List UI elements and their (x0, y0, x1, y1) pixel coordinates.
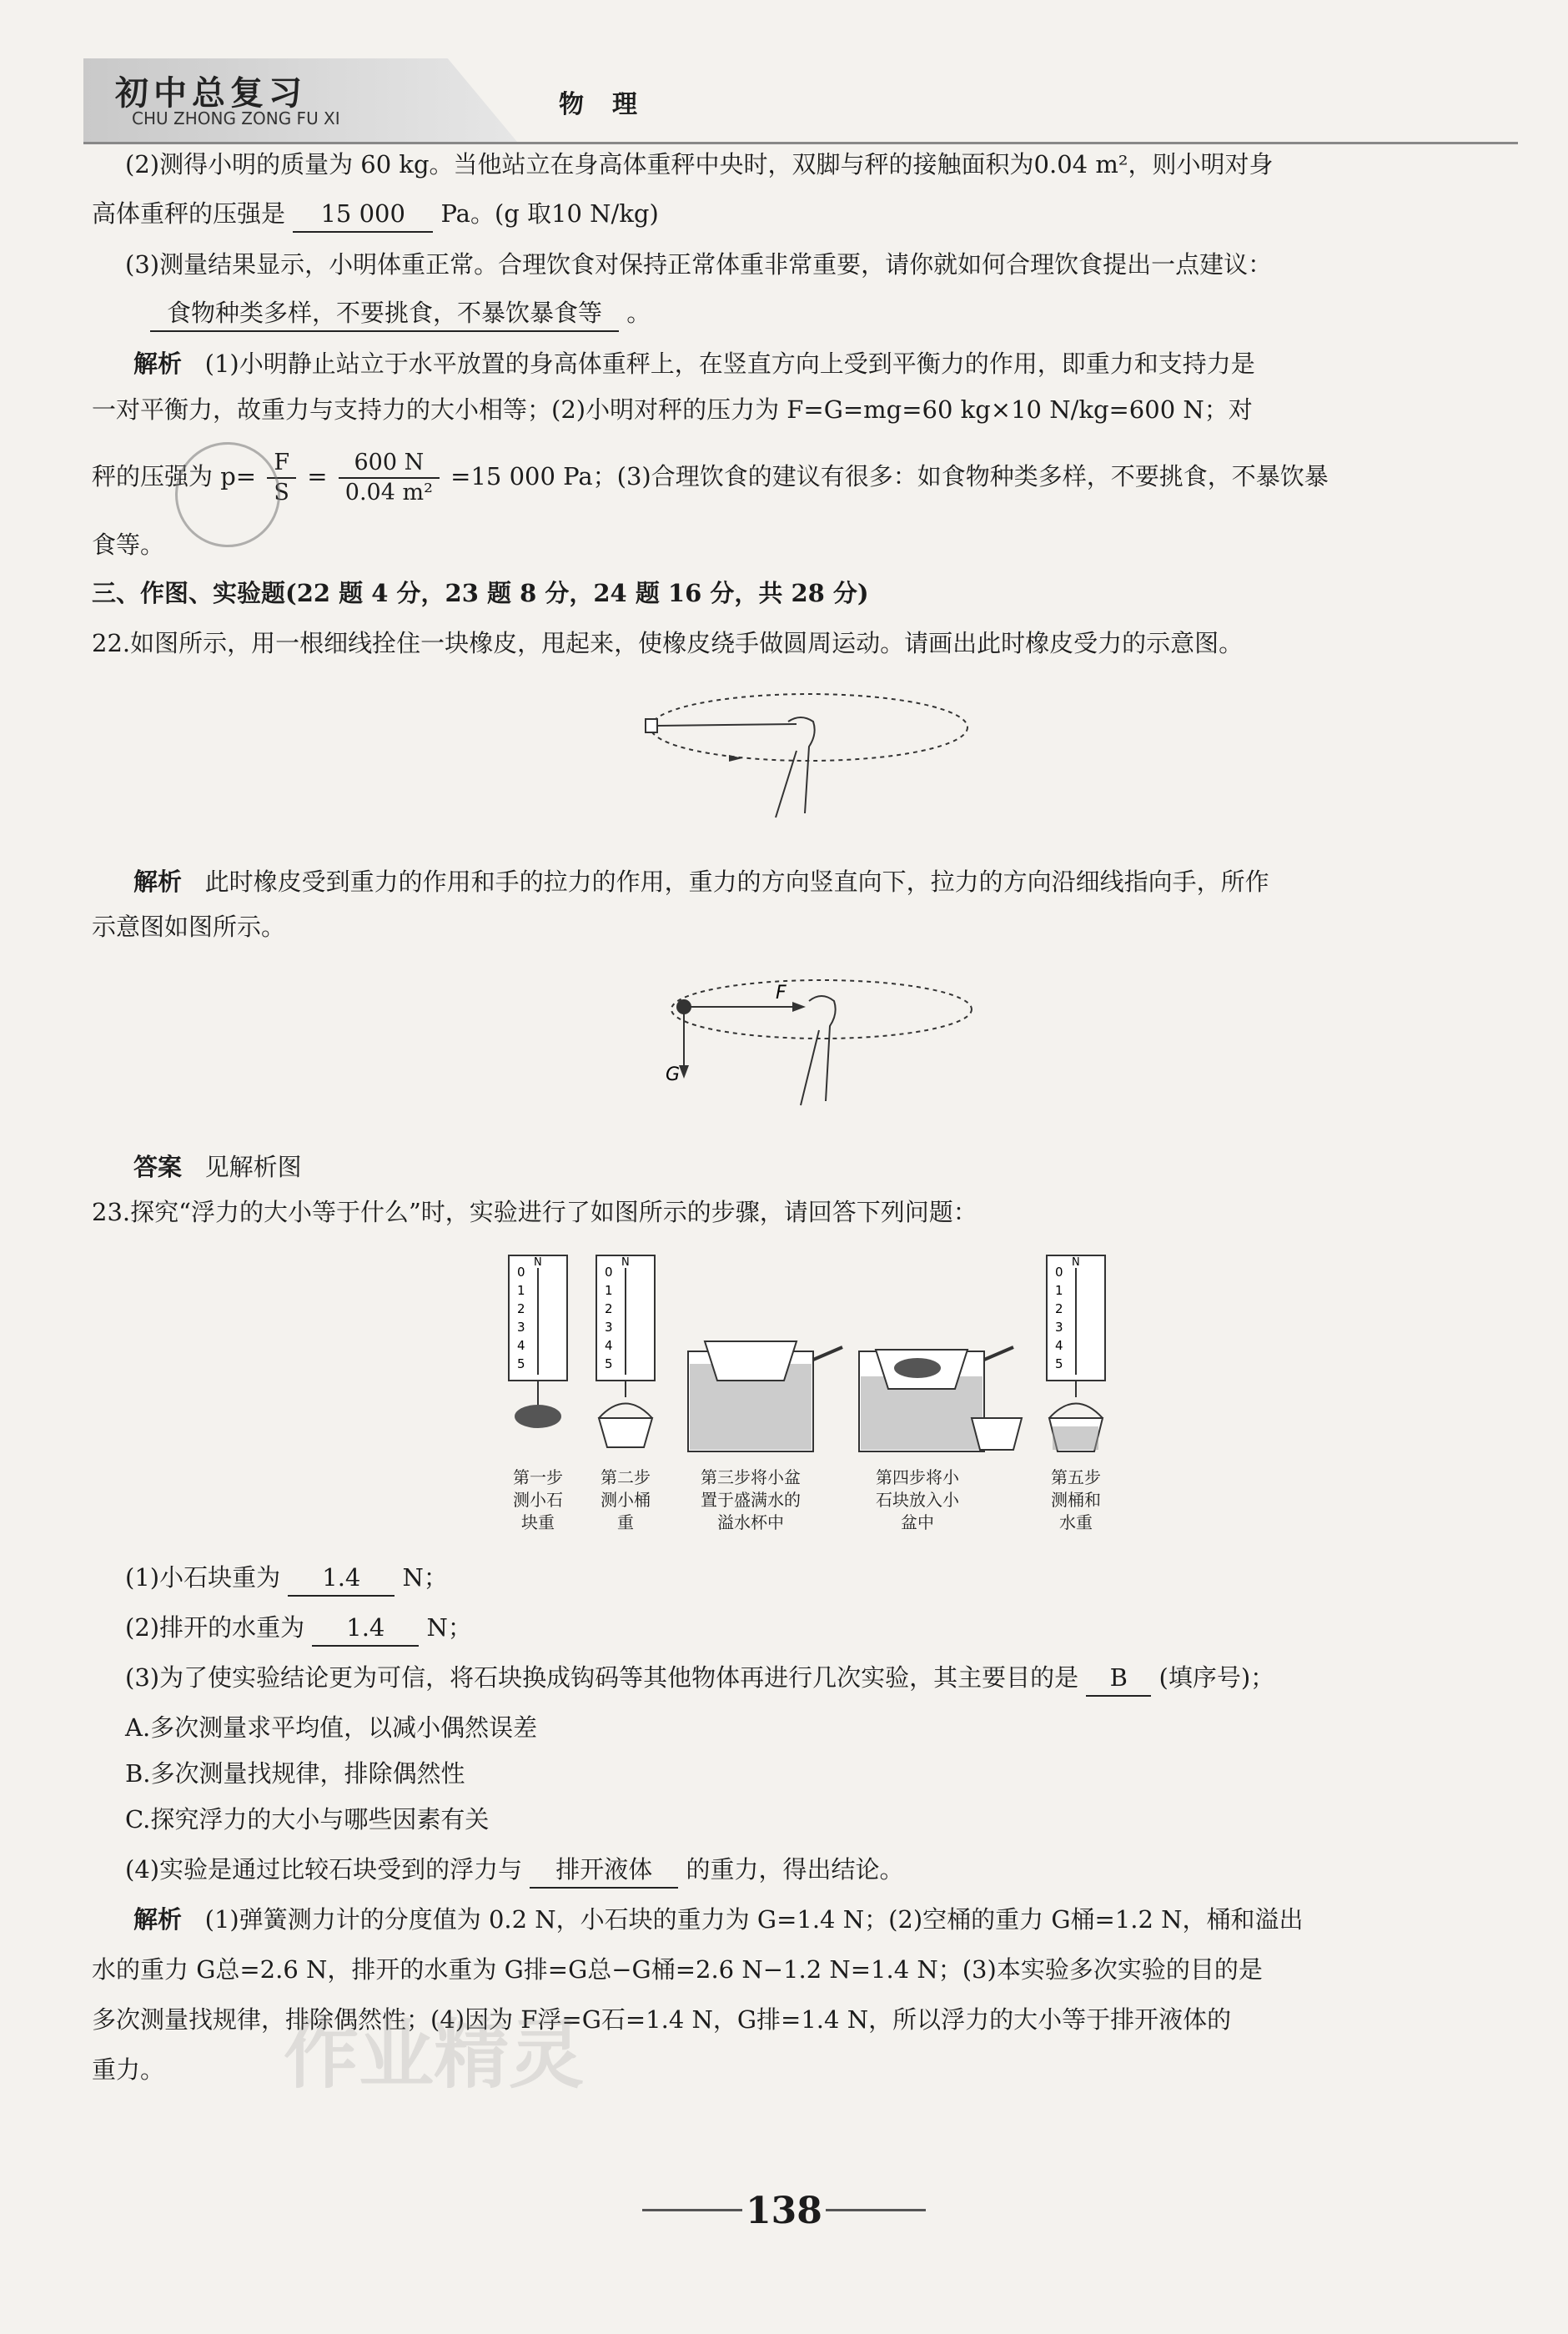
q23-question: 23.探究“浮力的大小等于什么”时，实验进行了如图所示的步骤，请回答下列问题： (92, 1198, 977, 1226)
tension-arrowhead-icon (792, 1002, 806, 1012)
header-subtitle: CHU ZHONG ZONG FU XI (132, 108, 340, 128)
step-3-caption (684, 1466, 817, 1534)
caption-line: 第五步 (1051, 1467, 1101, 1487)
gravity-arrowhead-icon (679, 1065, 689, 1079)
q22-explanation-label: 解析 (133, 868, 183, 896)
q21-part2-text: 高体重秤的压强是 (92, 199, 286, 228)
force-diagram-figure (659, 972, 976, 1114)
spring-scale-5 (1047, 1255, 1105, 1451)
caption-line: 溢水杯中 (717, 1512, 784, 1532)
q21-explanation-line2: 一对平衡力，故重力与支持力的大小相等；(2)小明对秤的压力为 F=G=mg=60 kg×10 N/kg=600 N；对 (92, 395, 1253, 424)
q23-part2-answer: 1.4 (312, 1610, 419, 1647)
step-5-caption (1038, 1466, 1113, 1534)
stone-icon (515, 1405, 561, 1428)
fraction-denominator: S (274, 480, 289, 506)
scale-tick-0: 0 (1055, 1265, 1063, 1280)
scale-tick-1: 1 (517, 1283, 525, 1298)
q21-part2-unit: Pa。(g 取10 N/kg) (440, 199, 659, 228)
q21-part2-line2 (92, 196, 659, 233)
scale-unit: N (1072, 1256, 1080, 1269)
q23-explanation-label: 解析 (133, 1905, 183, 1934)
scale-tick-2: 2 (517, 1301, 525, 1316)
caption-line: 置于盛满水的 (701, 1490, 801, 1510)
q23-part2-text: (2)排开的水重为 (125, 1613, 305, 1642)
q21-explanation-line1 (133, 346, 1255, 381)
q23-part4-answer: 排开液体 (530, 1852, 678, 1889)
scale-tick-3: 3 (605, 1320, 613, 1335)
q23-part4 (125, 1852, 904, 1889)
q22-answer-line (133, 1149, 302, 1185)
step-1-caption (500, 1466, 575, 1534)
bucket-icon (972, 1418, 1022, 1450)
step-2-caption (588, 1466, 663, 1534)
force-label-F: F (776, 983, 787, 1004)
caption-line: 第四步将小 (876, 1467, 959, 1487)
caption-line: 水重 (1059, 1512, 1093, 1532)
rotating-eraser-figure (642, 676, 976, 826)
force-label-G: G (666, 1064, 681, 1085)
circular-path (671, 980, 972, 1039)
fraction-numerator: F (267, 449, 296, 479)
q21-part3-line1: (3)测量结果显示，小明体重正常。合理饮食对保持正常体重非常重要，请你就如何合理饮食提出一点建议： (125, 250, 1273, 279)
q23-part1-answer: 1.4 (288, 1560, 395, 1597)
caption-line: 测小石 (513, 1490, 563, 1510)
fraction-600-over-area (339, 449, 440, 507)
caption-line: 石块放入小 (876, 1490, 959, 1510)
section-3-heading: 三、作图、实验题(22 题 4 分，23 题 8 分，24 题 16 分，共 28 分) (92, 579, 869, 607)
caption-line: 测桶和 (1051, 1490, 1101, 1510)
q21-explanation-text1: (1)小明静止站立于水平放置的身高体重秤上，在竖直方向上受到平衡力的作用，即重力和支持力是 (204, 350, 1255, 378)
q23-part3-suffix: (填序号)； (1158, 1663, 1275, 1692)
scale-unit: N (534, 1256, 542, 1269)
water-fill (1053, 1426, 1098, 1450)
header-rule (83, 142, 1518, 144)
q23-part1 (125, 1560, 448, 1597)
q23-part2-unit: N； (426, 1613, 472, 1642)
header-subject: 物理 (559, 90, 666, 119)
q23-option-c: C.探究浮力的大小与哪些因素有关 (125, 1805, 490, 1833)
bucket-handle (1049, 1404, 1103, 1419)
q23-explanation-line1 (133, 1902, 1304, 1937)
basin-icon (705, 1341, 797, 1381)
scale-tick-4: 4 (517, 1338, 525, 1353)
q22-explanation-line1 (133, 864, 1269, 899)
eraser-icon (646, 719, 657, 732)
hand-icon (801, 996, 836, 1105)
q23-explanation-text1: (1)弹簧测力计的分度值为 0.2 N，小石块的重力为 G=1.4 N；(2)空桶的重力 G桶=1.2 N，桶和溢出 (204, 1905, 1304, 1934)
scale-tick-2: 2 (605, 1301, 613, 1316)
q23-option-b: B.多次测量找规律，排除偶然性 (125, 1759, 465, 1788)
caption-line: 测小桶 (601, 1490, 651, 1510)
watermark: 作业精灵 (284, 2010, 584, 2099)
equals-sign: = (307, 462, 328, 490)
scale-tick-4: 4 (1055, 1338, 1063, 1353)
q23-part2 (125, 1610, 472, 1647)
buoyancy-experiment-figure (500, 1251, 1134, 1476)
scale-tick-2: 2 (1055, 1301, 1063, 1316)
caption-line: 块重 (521, 1512, 555, 1532)
scale-tick-5: 5 (1055, 1356, 1063, 1371)
q21-part2-answer: 15 000 (293, 196, 433, 233)
q23-explanation-line2: 水的重力 G总=2.6 N，排开的水重为 G排=G总−G桶=2.6 N−1.2 N=1.4 N；(3)本实验多次实验的目的是 (92, 1955, 1263, 1984)
q23-part3-answer: B (1086, 1660, 1151, 1697)
overflow-cup-step4 (859, 1347, 1022, 1451)
q23-explanation-line4: 重力。 (92, 2055, 165, 2084)
string-line (657, 724, 797, 726)
q22-explanation-line2: 示意图如图所示。 (92, 913, 286, 941)
caption-line: 第二步 (601, 1467, 651, 1487)
scale-tick-1: 1 (605, 1283, 613, 1298)
bucket-icon (599, 1418, 652, 1447)
scale-tick-3: 3 (1055, 1320, 1063, 1335)
q23-part4-text: (4)实验是通过比较石块受到的浮力与 (125, 1855, 523, 1884)
scale-unit: N (621, 1256, 630, 1269)
q22-question: 22.如图所示，用一根细线拴住一块橡皮，甩起来，使橡皮绕手做圆周运动。请画出此时橡皮受力的示意图。 (92, 629, 1244, 657)
scale-tick-5: 5 (517, 1356, 525, 1371)
step-4-caption (855, 1466, 980, 1534)
spring-scale-1 (509, 1255, 567, 1428)
q21-explanation-line4: 食等。 (92, 531, 165, 559)
q23-part1-unit: N； (402, 1563, 448, 1592)
q23-part1-text: (1)小石块重为 (125, 1563, 281, 1592)
bucket-handle (599, 1404, 652, 1419)
fraction-numerator: 600 N (339, 449, 440, 479)
overflow-cup-step3 (688, 1341, 842, 1451)
scale-tick-4: 4 (605, 1338, 613, 1353)
scale-tick-0: 0 (605, 1265, 613, 1280)
stone-icon (894, 1358, 941, 1378)
scale-tick-1: 1 (1055, 1283, 1063, 1298)
q22-answer-label: 答案 (133, 1153, 183, 1181)
spout-icon (813, 1347, 842, 1360)
spout-icon (984, 1347, 1013, 1360)
caption-line: 盆中 (901, 1512, 934, 1532)
q23-part3-text: (3)为了使实验结论更为可信，将石块换成钩码等其他物体再进行几次实验，其主要目的是 (125, 1663, 1079, 1692)
scale-tick-3: 3 (517, 1320, 525, 1335)
q21-part3-answer: 食物种类多样，不要挑食，不暴饮暴食等 (150, 295, 619, 332)
caption-line: 第一步 (513, 1467, 563, 1487)
page-number: 138 (746, 2190, 822, 2232)
q21-pressure-text: 秤的压强为 p= (92, 462, 257, 490)
q23-part3 (125, 1660, 1274, 1697)
q23-option-a: A.多次测量求平均值，以减小偶然误差 (125, 1713, 538, 1742)
q23-part4-suffix: 的重力，得出结论。 (686, 1855, 904, 1884)
page-ornament-right (826, 2209, 926, 2211)
scale-tick-5: 5 (605, 1356, 613, 1371)
direction-arrow-icon (729, 755, 742, 762)
scale-tick-0: 0 (517, 1265, 525, 1280)
q21-explanation-label: 解析 (133, 350, 183, 378)
q22-explanation-text1: 此时橡皮受到重力的作用和手的拉力的作用，重力的方向竖直向下，拉力的方向沿细线指向手，所作 (204, 868, 1269, 896)
q21-part3-end: 。 (626, 299, 651, 327)
page-header (83, 58, 1518, 146)
spring-scale-2 (596, 1255, 655, 1447)
q22-answer: 见解析图 (204, 1153, 302, 1181)
hand-icon (776, 717, 815, 817)
q23-explanation-line3: 多次测量找规律，排除偶然性；(4)因为 F浮=G石=1.4 N，G排=1.4 N，所以浮力的大小等于排开液体的 (92, 2005, 1232, 2034)
fraction-denominator: 0.04 m² (344, 480, 433, 506)
stamp-seal (160, 427, 294, 561)
caption-line: 第三步将小盆 (701, 1467, 801, 1487)
header-title: 初中总复习 (115, 73, 307, 113)
q21-pressure-result: =15 000 Pa；(3)合理饮食的建议有很多：如食物种类多样，不要挑食，不暴饮暴 (450, 462, 1329, 490)
caption-line: 重 (617, 1512, 634, 1532)
q21-part3-line2 (150, 295, 651, 332)
q21-part2-line1: (2)测得小明的质量为 60 kg。当他站立在身高体重秤中央时，双脚与秤的接触面积为0.04 m²，则小明对身 (125, 150, 1274, 179)
